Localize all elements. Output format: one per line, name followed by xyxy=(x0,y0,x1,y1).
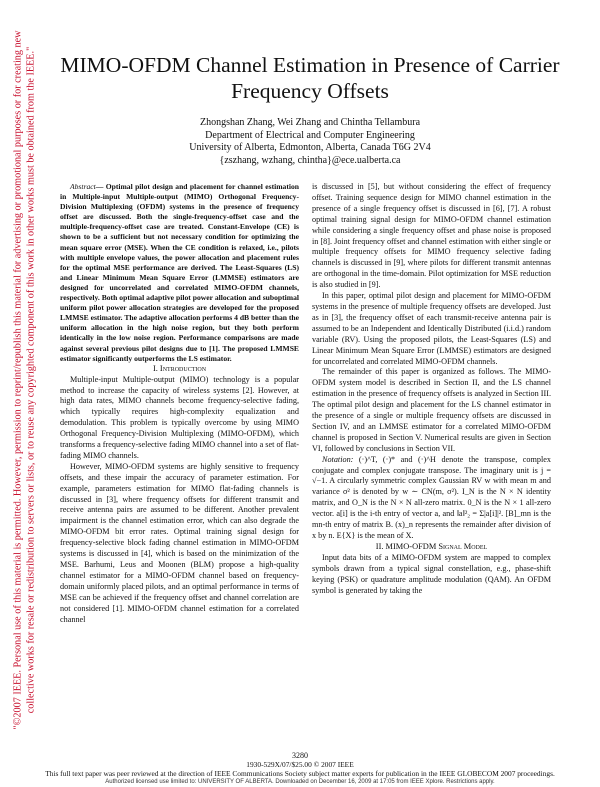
isbn-line: 1930-529X/07/$25.00 © 2007 IEEE xyxy=(246,759,354,769)
author-department: Department of Electrical and Computer Engineering xyxy=(205,129,415,141)
intro-paragraph-4: In this paper, optimal pilot design and placement for MIMO-OFDM systems in the presence of multiple frequency offsets are developed. Just as in [3], the frequency offset of each transmit-receive antenna pair is assumed to be an Independent and Identically Distributed (i.i.d.) random variable (RV). Using the proposed pilots, the Least-Squares (LS) and Linear Minimum Mean Square Error (LMMSE) estimators are designed for uncorrelated and correlated MIMO-OFDM channels. xyxy=(312,291,551,366)
author-university: University of Alberta, Edmonton, Alberta, Canada T6G 2V4 xyxy=(189,142,431,153)
section-heading-signal-model: II. MIMO-OFDM Signal Model xyxy=(375,541,488,551)
copyright-line-2: collective works for resale or redistribution to servers or lists, or to reuse any copyrighted component of this work in other works must be obtained from the IEEE." xyxy=(25,46,37,714)
intro-paragraph-1: Multiple-input Multiple-output (MIMO) technology is a popular method to increase the capacity of wireless systems [2]. However, at high data rates, MIMO channels become frequency-selective fading, which typically requires high-complexity equalization and demodulation. This problem is typically overcome by using MIMO Orthogonal Frequency-Division Multiplexing (MIMO-OFDM), which transforms a frequency-selective fading MIMO channel into a set of flat-fading MIMO channels. xyxy=(60,374,299,460)
peer-review-note: This full text paper was peer reviewed at the direction of IEEE Communications Society subject matter experts for publication in the IEEE GLOBECOM 2007 proceedings. xyxy=(45,768,555,778)
author-names: Zhongshan Zhang, Wei Zhang and Chintha Tellambura xyxy=(199,117,421,128)
signal-model-paragraph-1: Input data bits of a MIMO-OFDM system are mapped to complex symbols drawn from a typical signal constellation, e.g., phase-shift keying (PSK) or quadrature amplitude modulation (QAM). An OFDM symbol is generated by taking the xyxy=(312,552,551,595)
page-footer xyxy=(40,752,560,787)
left-column xyxy=(60,182,299,625)
notation-label: Notation: xyxy=(322,454,354,464)
notation-paragraph xyxy=(312,455,551,542)
section-heading-introduction: I. Introduction xyxy=(152,363,207,373)
intro-paragraph-5: The remainder of this paper is organized as follows. The MIMO-OFDM system model is described in Section II, and the LS channel estimation in the presence of frequency offsets is analyzed in Section III. The optimal pilot design and placement for the LS channel estimator in the presence of a single or multiple frequency offsets are discussed in Section IV, and an LMMSE estimator for a correlated MIMO-OFDM channel is proposed in Section V. Numerical results are given in Section VI, followed by conclusions in Section VII. xyxy=(312,367,551,453)
notation-text: (·)^T, (·)* and (·)^H denote the transpose, complex conjugate and complex conjugate transpose. The imaginary unit is j = √−1. A circularly symmetric complex Gaussian RV w with mean m and variance σ² is denoted by w ∼ CN(m, σ²). I_N is the N × N identity matrix, and O_N is the N × N all-zero matrix. 0_N is the N × 1 all-zero vector. a[i] is the i-th entry of vector a, and ‖a‖²₂ = Σ|a[i]|². [B]_mn is the mn-th entry of matrix B. (x)_n represents the remainder after division of x by n. E{X} is the mean of X. xyxy=(312,454,551,540)
page-number: 3280 xyxy=(292,751,308,760)
abstract-label: Abstract xyxy=(70,182,96,191)
abstract xyxy=(60,182,299,364)
abstract-text: — Optimal pilot design and placement for channel estimation in Multiple-input Multiple-output (MIMO) Orthogonal Frequency-Division Multiplexing (OFDM) systems in the presence of frequency offset are discussed. Both the single-frequency-offset case and the multiple-frequency-offset case are treated. Constant-Envelope (CE) is shown to be a sufficient but not necessary condition for optimizing the mean square error (MSE). When the CE condition is relaxed, i.e., pilots with multiple envelope values, the power allocation and placement rules for the optimal MSE performance are derived. The Least-Squares (LS) and Linear Minimum Mean Square Error (LMMSE) estimators are designed for uncorrelated and correlated MIMO-OFDM channels, respectively. Both optimal adaptive pilot power allocation and suboptimal uniform pilot power allocation strategies are developed for the proposed LMMSE estimator. The adaptive allocation performs 4 dB better than the uniform allocation in the high noise region, but they both perform identically in the low noise region. Performance comparisons are made against several previous pilot designs due to [1]. The proposed LMMSE estimator significantly outperforms the LS estimator. xyxy=(60,182,299,363)
license-note: Authorized licensed use limited to: UNIVERSITY OF ALBERTA. Downloaded on December 16, 2009 at 17:05 from IEEE Xplore. Restrictions apply. xyxy=(105,779,495,786)
copyright-notice xyxy=(11,31,37,730)
paper-title: MIMO-OFDM Channel Estimation in Presence of Carrier Frequency Offsets xyxy=(60,53,560,103)
intro-paragraph-2: However, MIMO-OFDM systems are highly sensitive to frequency offsets, and these impair the accuracy of parameter estimation. For example, parameters estimation for MIMO flat-fading channels is discussed in [3], where frequency offsets for different transmit and receive antenna pairs are assumed to be different. Another prevalent impairment is the channel estimation error, which can also degrade the MIMO-OFDM bit error rates. Optimal training signal design for frequency-selective block fading channel estimation in MIMO-OFDM systems is discussed in [4], which is based on the minimization of the MSE. Barhumi, Leus and Moonen (BLM) propose a high-quality channel estimator for a MIMO-OFDM channel based on frequency-domain uniformly placed pilots, and an optimal performance in terms of MSE can be achieved if the frequency offset and channel correlation are not considered [1]. MIMO-OFDM channel estimation for a correlated channel xyxy=(60,461,299,624)
copyright-line-1: "©2007 IEEE. Personal use of this material is permitted. However, permission to reprint/republish this material for advertising or promotional purposes or for creating new xyxy=(12,30,24,730)
copyright-sidebar xyxy=(4,30,44,730)
right-column xyxy=(312,182,551,596)
author-emails: {zszhang, wzhang, chintha}@ece.ualberta.ca xyxy=(219,154,401,166)
intro-paragraph-3: is discussed in [5], but without considering the effect of frequency offset. Training sequence design for MIMO channel estimation in the presence of a single frequency offset is discussed in [6], [7]. A robust optimal training signal design for MIMO-OFDM channel estimation while considering a single frequency offset and phase noise is proposed in [8]. Joint frequency offset and channel estimation with either single or multiple frequency offsets for MIMO frequency selective fading channels is discussed in [9], where pilots for different transmit antennas are orthogonal in the time-domain. Pilot optimization for MSE reduction is also studied in [9]. xyxy=(312,182,551,290)
author-block xyxy=(60,117,560,167)
